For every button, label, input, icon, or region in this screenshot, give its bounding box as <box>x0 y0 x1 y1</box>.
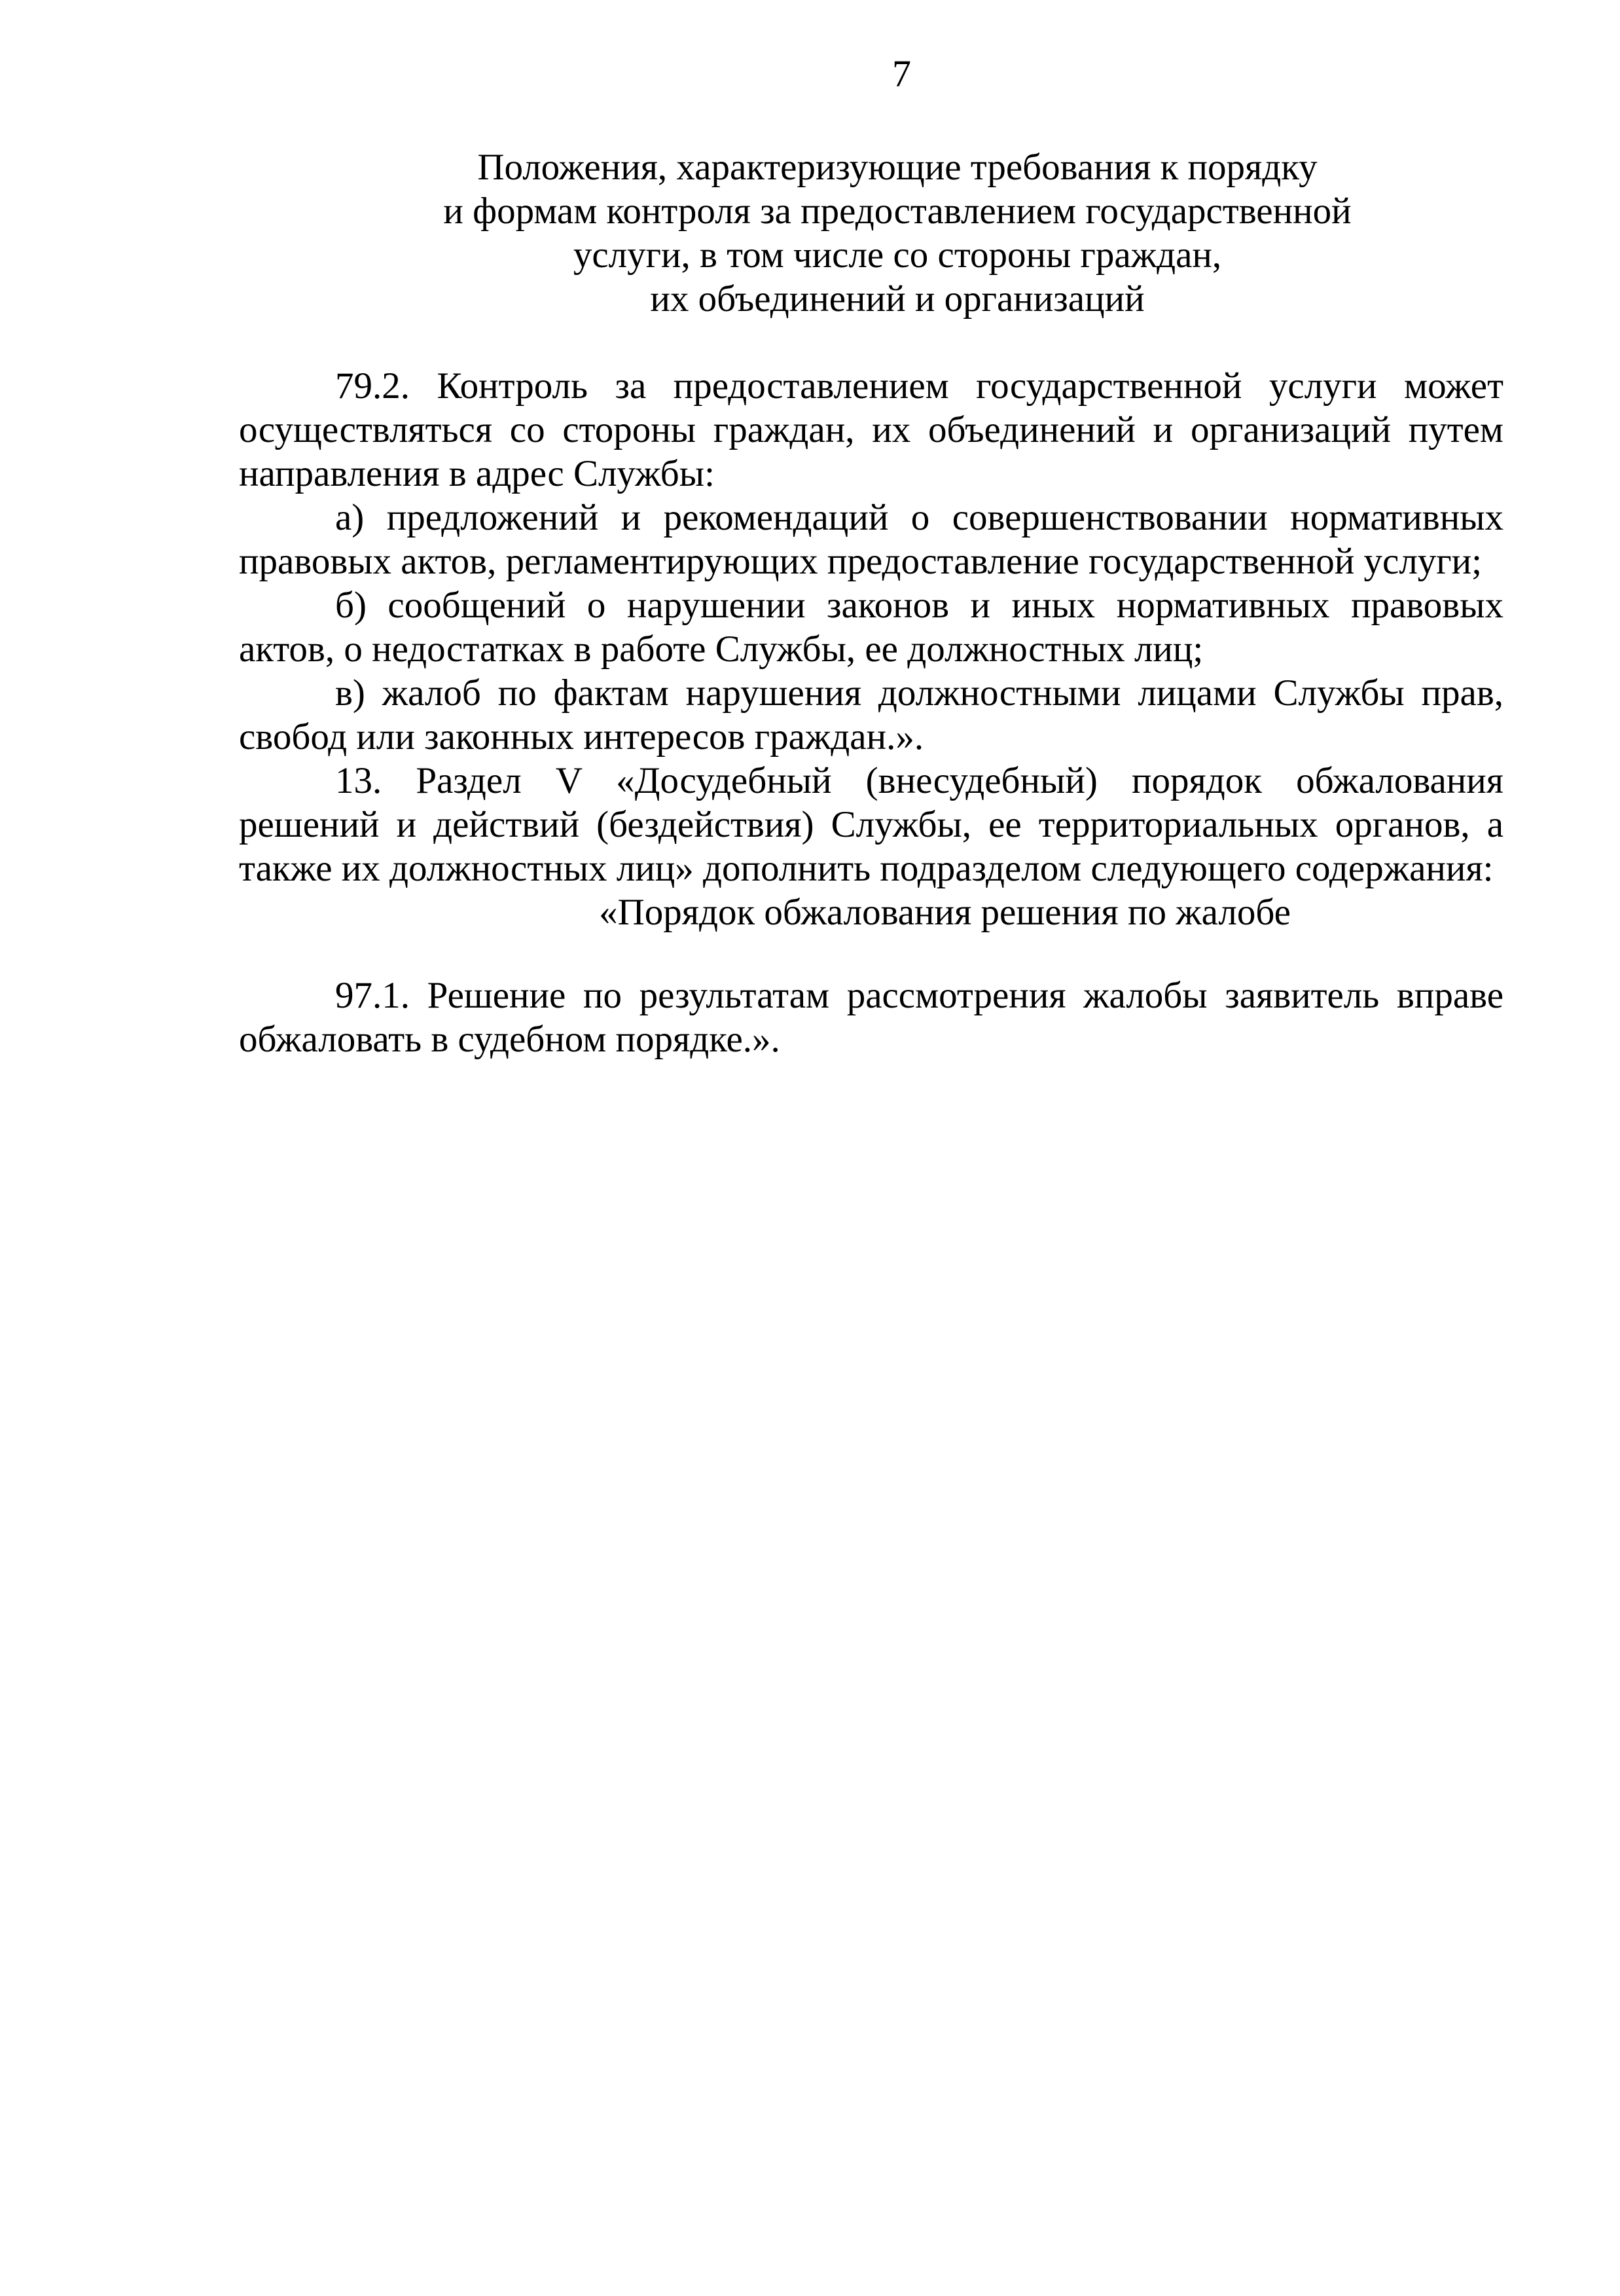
paragraph-79-2: 79.2. Контроль за предоставлением государственной услуги может осуществляться со стороны граждан, их объединений и организаций путем направления в адрес Службы: <box>239 365 1503 494</box>
page-number: 7 <box>892 52 911 95</box>
list-item-v: в) жалоб по фактам нарушения должностными лицами Службы прав, свобод или законных интересов граждан.». <box>239 672 1503 757</box>
list-item-b: б) сообщений о нарушении законов и иных нормативных правовых актов, о недостатках в работе Службы, ее должностных лиц; <box>239 585 1503 670</box>
heading-line-3: услуги, в том числе со стороны граждан, <box>573 234 1222 276</box>
heading-line-2: и формам контроля за предоставлением государственной <box>443 191 1352 232</box>
document-body <box>239 145 1503 1061</box>
paragraph-13: 13. Раздел V «Досудебный (внесудебный) порядок обжалования решений и действий (бездействия) Службы, ее территориальных органов, а также их должностных лиц» дополнить подразделом следующего содержания: <box>239 760 1503 889</box>
list-item-a: а) предложений и рекомендаций о совершенствовании нормативных правовых актов, регламентирующих предоставление государственной услуги; <box>239 497 1503 582</box>
heading-line-4: их объединений и организаций <box>650 278 1145 319</box>
heading-line-1: Положения, характеризующие требования к порядку <box>477 147 1318 188</box>
subsection-heading: «Порядок обжалования решения по жалобе <box>599 892 1291 933</box>
paragraph-97-1: 97.1. Решение по результатам рассмотрения жалобы заявитель вправе обжаловать в судебном порядке.». <box>239 975 1503 1060</box>
section-heading <box>265 145 1530 321</box>
